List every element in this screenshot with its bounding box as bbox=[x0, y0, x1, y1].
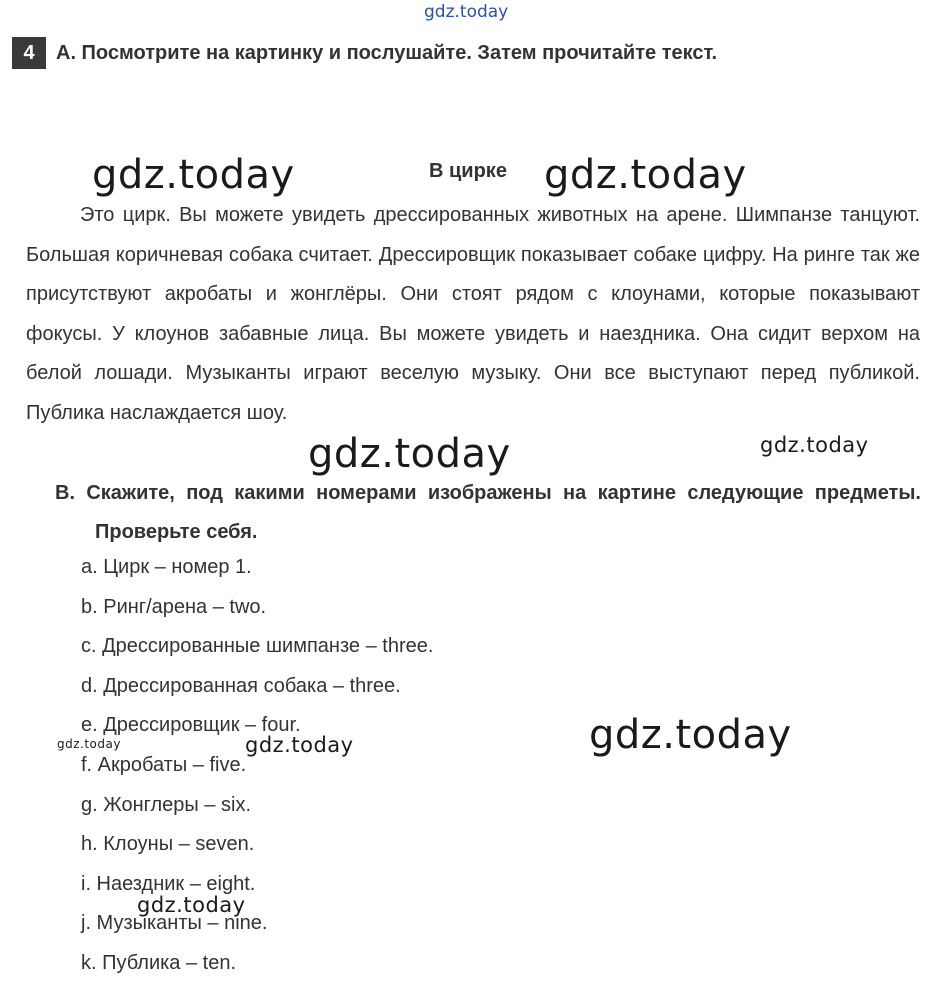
exercise-number: 4 bbox=[12, 37, 46, 69]
part-b-instruction: B. Скажите, под какими номерами изображены на картине следующие предметы. Проверьте себя. bbox=[55, 482, 921, 543]
list-item: d. Дрессированная собака – three. bbox=[81, 674, 401, 697]
list-item: c. Дрессированные шимпанзе – three. bbox=[81, 635, 434, 658]
list-item: i. Наездник – eight. bbox=[81, 872, 256, 895]
watermark-right-small: gdz.today bbox=[760, 433, 869, 457]
text-title: В цирке bbox=[429, 160, 507, 182]
list-item: e. Дрессировщик – four. bbox=[81, 714, 301, 737]
watermark-right: gdz.today bbox=[544, 152, 747, 198]
watermark-list-center: gdz.today bbox=[245, 733, 354, 757]
answer-list bbox=[81, 548, 433, 984]
reading-passage: Это цирк. Вы можете увидеть дрессированных животных на арене. Шимпанзе танцуют. Большая коричневая собака считает. Дрессировщик показывает собаке цифру. На ринге так же присутствуют акробаты и жонглёры. Они стоят рядом с клоунами, которые показывают фокусы. У клоунов забавные лица. Вы можете увидеть и наездника. Она сидит верхом на белой лошади. Музыканты играют веселую музыку. Они все выступают перед публикой. Публика наслаждается шоу. bbox=[26, 204, 920, 424]
watermark-left: gdz.today bbox=[92, 152, 295, 198]
list-item: g. Жонглеры – six. bbox=[81, 793, 252, 816]
part-a-instruction: A. Посмотрите на картинку и послушайте. Затем прочитайте текст. bbox=[56, 42, 718, 64]
watermark-top: gdz.today bbox=[424, 2, 509, 22]
list-item: h. Клоуны – seven. bbox=[81, 833, 255, 856]
watermark-list-small: gdz.today bbox=[57, 737, 121, 751]
watermark-list-bottom: gdz.today bbox=[137, 893, 246, 917]
list-item: j. Музыканты – nine. bbox=[81, 912, 268, 935]
list-item: a. Цирк – номер 1. bbox=[81, 556, 252, 578]
list-item: f. Акробаты – five. bbox=[81, 753, 247, 776]
watermark-list-right: gdz.today bbox=[589, 712, 792, 758]
watermark-center: gdz.today bbox=[308, 431, 511, 477]
list-item: b. Ринг/арена – two. bbox=[81, 595, 267, 618]
list-item: k. Публика – ten. bbox=[81, 951, 237, 974]
